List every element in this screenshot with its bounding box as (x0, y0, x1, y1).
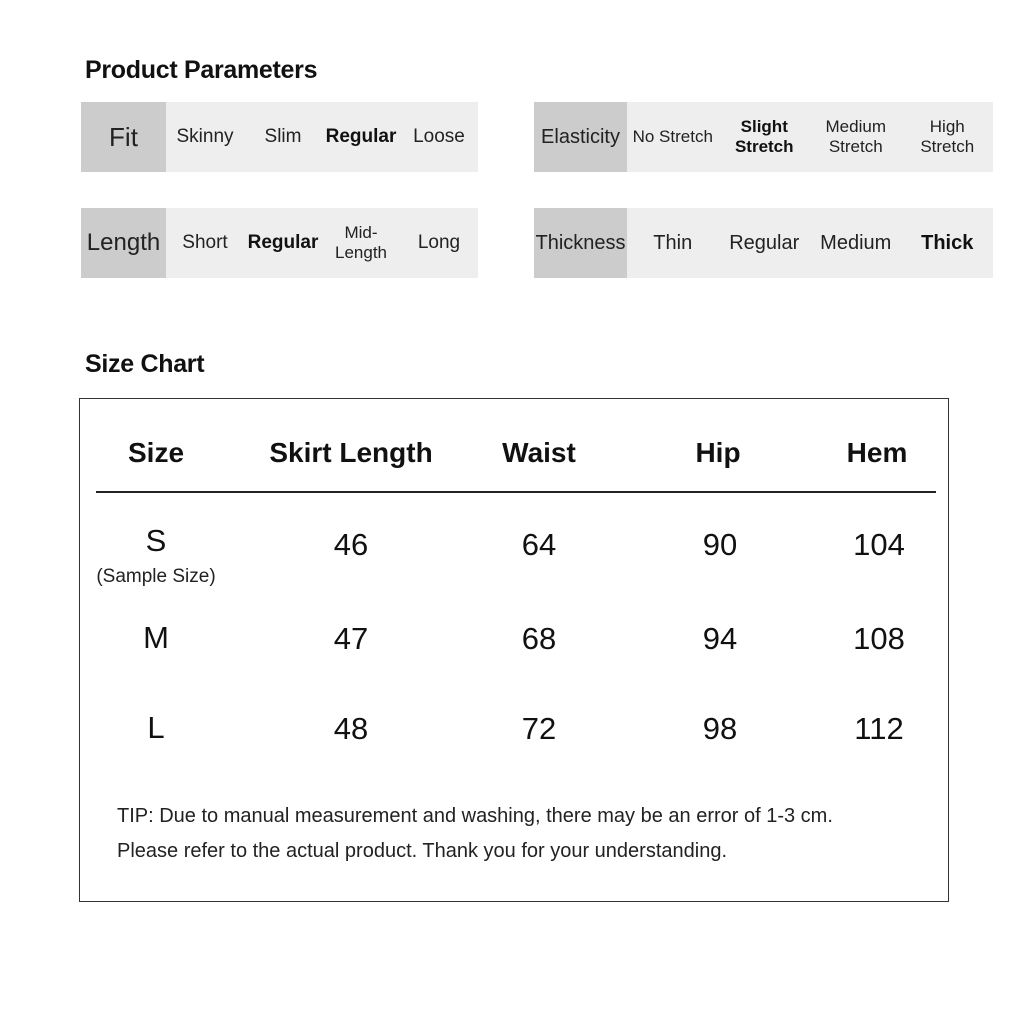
product-parameters-title: Product Parameters (85, 56, 318, 84)
thickness-option-selected: Thick (921, 232, 974, 254)
length-option: Long (417, 232, 461, 253)
size-chart-table (79, 398, 949, 902)
thickness-option: Medium (820, 232, 892, 254)
table-cell: 112 (854, 711, 904, 746)
elasticity-option: Medium Stretch (825, 117, 886, 156)
elasticity-option: No Stretch (632, 127, 713, 146)
length-option: Short (182, 232, 228, 253)
length-label: Length (81, 208, 166, 278)
fit-option-selected: Regular (325, 126, 397, 147)
tip-text-line-2: Please refer to the actual product. Thank you for your understanding. (117, 840, 727, 862)
fit-option: Slim (264, 126, 302, 147)
elasticity-label: Elasticity (534, 102, 627, 172)
header-skirt-length: Skirt Length (269, 437, 433, 468)
size-cell: M (143, 620, 169, 655)
length-option: Mid-Length (335, 223, 387, 262)
table-cell: 72 (521, 711, 557, 746)
header-waist: Waist (502, 437, 576, 468)
thickness-parameter-row (534, 208, 993, 278)
header-size: Size (127, 437, 185, 468)
thickness-label: Thickness (534, 208, 627, 278)
elasticity-parameter-row (534, 102, 993, 172)
table-cell: 108 (853, 621, 905, 656)
elasticity-option-selected: Slight Stretch (734, 117, 794, 156)
length-option-selected: Regular (247, 232, 319, 253)
fit-option: Loose (413, 126, 465, 147)
size-cell: S (145, 523, 167, 558)
table-cell: 94 (702, 621, 738, 656)
fit-label: Fit (81, 102, 166, 172)
table-cell: 64 (521, 527, 557, 562)
fit-parameter-row (81, 102, 478, 172)
sample-size-note: (Sample Size) (96, 566, 216, 587)
table-cell: 47 (333, 621, 369, 656)
size-cell: L (147, 710, 165, 745)
table-cell: 90 (702, 527, 738, 562)
length-parameter-row (81, 208, 478, 278)
thickness-option: Regular (729, 232, 800, 254)
table-cell: 48 (333, 711, 369, 746)
size-chart-title: Size Chart (85, 350, 205, 378)
header-divider (96, 491, 936, 493)
fit-option: Skinny (176, 126, 234, 147)
table-cell: 46 (333, 527, 369, 562)
elasticity-option: High Stretch (920, 117, 975, 156)
tip-text-line-1: TIP: Due to manual measurement and washing, there may be an error of 1-3 cm. (117, 805, 833, 827)
table-cell: 104 (853, 527, 905, 562)
table-cell: 68 (521, 621, 557, 656)
header-hip: Hip (695, 437, 741, 468)
thickness-option: Thin (653, 232, 693, 254)
header-hem: Hem (846, 437, 908, 468)
table-cell: 98 (702, 711, 738, 746)
